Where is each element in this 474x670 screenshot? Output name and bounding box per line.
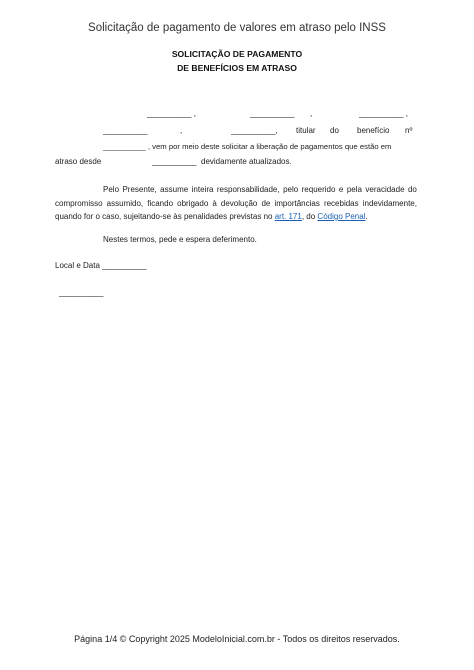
page-title: Solicitação de pagamento de valores em atraso pelo INSS	[88, 22, 386, 34]
responsibility-line-3-prefix: quando for o caso, sujeitando-se às penalidades previstas no	[55, 212, 275, 221]
identity-word-no: nº	[405, 126, 413, 135]
responsibility-line-1-word: pela	[346, 185, 362, 194]
responsibility-paragraph	[55, 183, 417, 224]
identity-word-do: do	[330, 126, 339, 135]
responsibility-line-2-word: recebidas	[323, 198, 359, 208]
request-line: __________ , vem por meio deste solicitar a liberação de pagamentos que estão em	[103, 142, 392, 151]
responsibility-line-2-word: de	[261, 198, 271, 208]
page-footer: Página 1/4 © Copyright 2025 ModeloInicial.com.br - Todos os direitos reservados.	[74, 634, 400, 644]
responsibility-line-2-word: assumido,	[106, 198, 144, 208]
responsibility-line-1-word: e	[338, 185, 344, 194]
arrears-suffix: devidamente atualizados.	[201, 157, 292, 166]
responsibility-line-2-word: ficando	[147, 198, 174, 208]
identity-blank-1: __________	[103, 126, 148, 135]
address-blank-1: __________ ,	[147, 109, 196, 118]
heading-line-2: DE BENEFÍCIOS EM ATRASO	[177, 63, 297, 73]
responsibility-line-2-word: devolução	[220, 198, 258, 208]
article-171-link[interactable]: art. 171	[274, 212, 302, 221]
responsibility-line-1-word: Presente,	[122, 185, 157, 194]
heading-line-1: SOLICITAÇÃO DE PAGAMENTO	[171, 49, 303, 59]
identity-comma-1: ,	[180, 126, 183, 135]
responsibility-line-1-word: pelo	[283, 185, 299, 194]
responsibility-line-1-word: assume	[160, 185, 189, 194]
address-comma-2: ,	[310, 109, 313, 118]
responsibility-line-2-word: obrigado	[177, 198, 209, 208]
responsibility-line-2-word: importâncias	[274, 198, 320, 208]
responsibility-line-1-word: do	[407, 185, 417, 194]
address-blank-2: __________	[250, 109, 295, 118]
responsibility-line-3	[55, 210, 417, 224]
responsibility-line-1-word: inteira	[191, 185, 214, 194]
responsibility-line-1-word: Pelo	[103, 185, 120, 194]
identity-word-titular: titular	[296, 126, 316, 135]
arrears-blank: __________	[152, 157, 197, 166]
arrears-prefix: atraso desde	[55, 157, 102, 166]
responsibility-line-2-word: à	[212, 198, 217, 208]
responsibility-line-2	[55, 197, 417, 211]
signature-line: __________	[59, 288, 104, 297]
address-blank-3: __________ ,	[359, 109, 408, 118]
identity-word-beneficio: benefício	[357, 126, 390, 135]
place-date-line: Local e Data __________	[55, 261, 147, 270]
responsibility-line-1-word: veracidade	[365, 185, 405, 194]
responsibility-line-1-word: responsabilidade,	[216, 185, 280, 194]
document-heading	[0, 47, 474, 75]
responsibility-line-1	[55, 183, 417, 197]
penal-code-link[interactable]: Código Penal	[317, 212, 366, 221]
identity-blank-2: __________,	[231, 126, 278, 135]
responsibility-line-3-suffix: .	[365, 212, 368, 221]
responsibility-line-3-mid: , do	[301, 212, 318, 221]
closing-text: Nestes termos, pede e espera deferimento.	[103, 235, 257, 244]
responsibility-line-2-word: indevidamente,	[362, 198, 417, 208]
responsibility-line-1-word: requerido	[301, 185, 336, 194]
responsibility-line-2-word: compromisso	[55, 198, 103, 208]
